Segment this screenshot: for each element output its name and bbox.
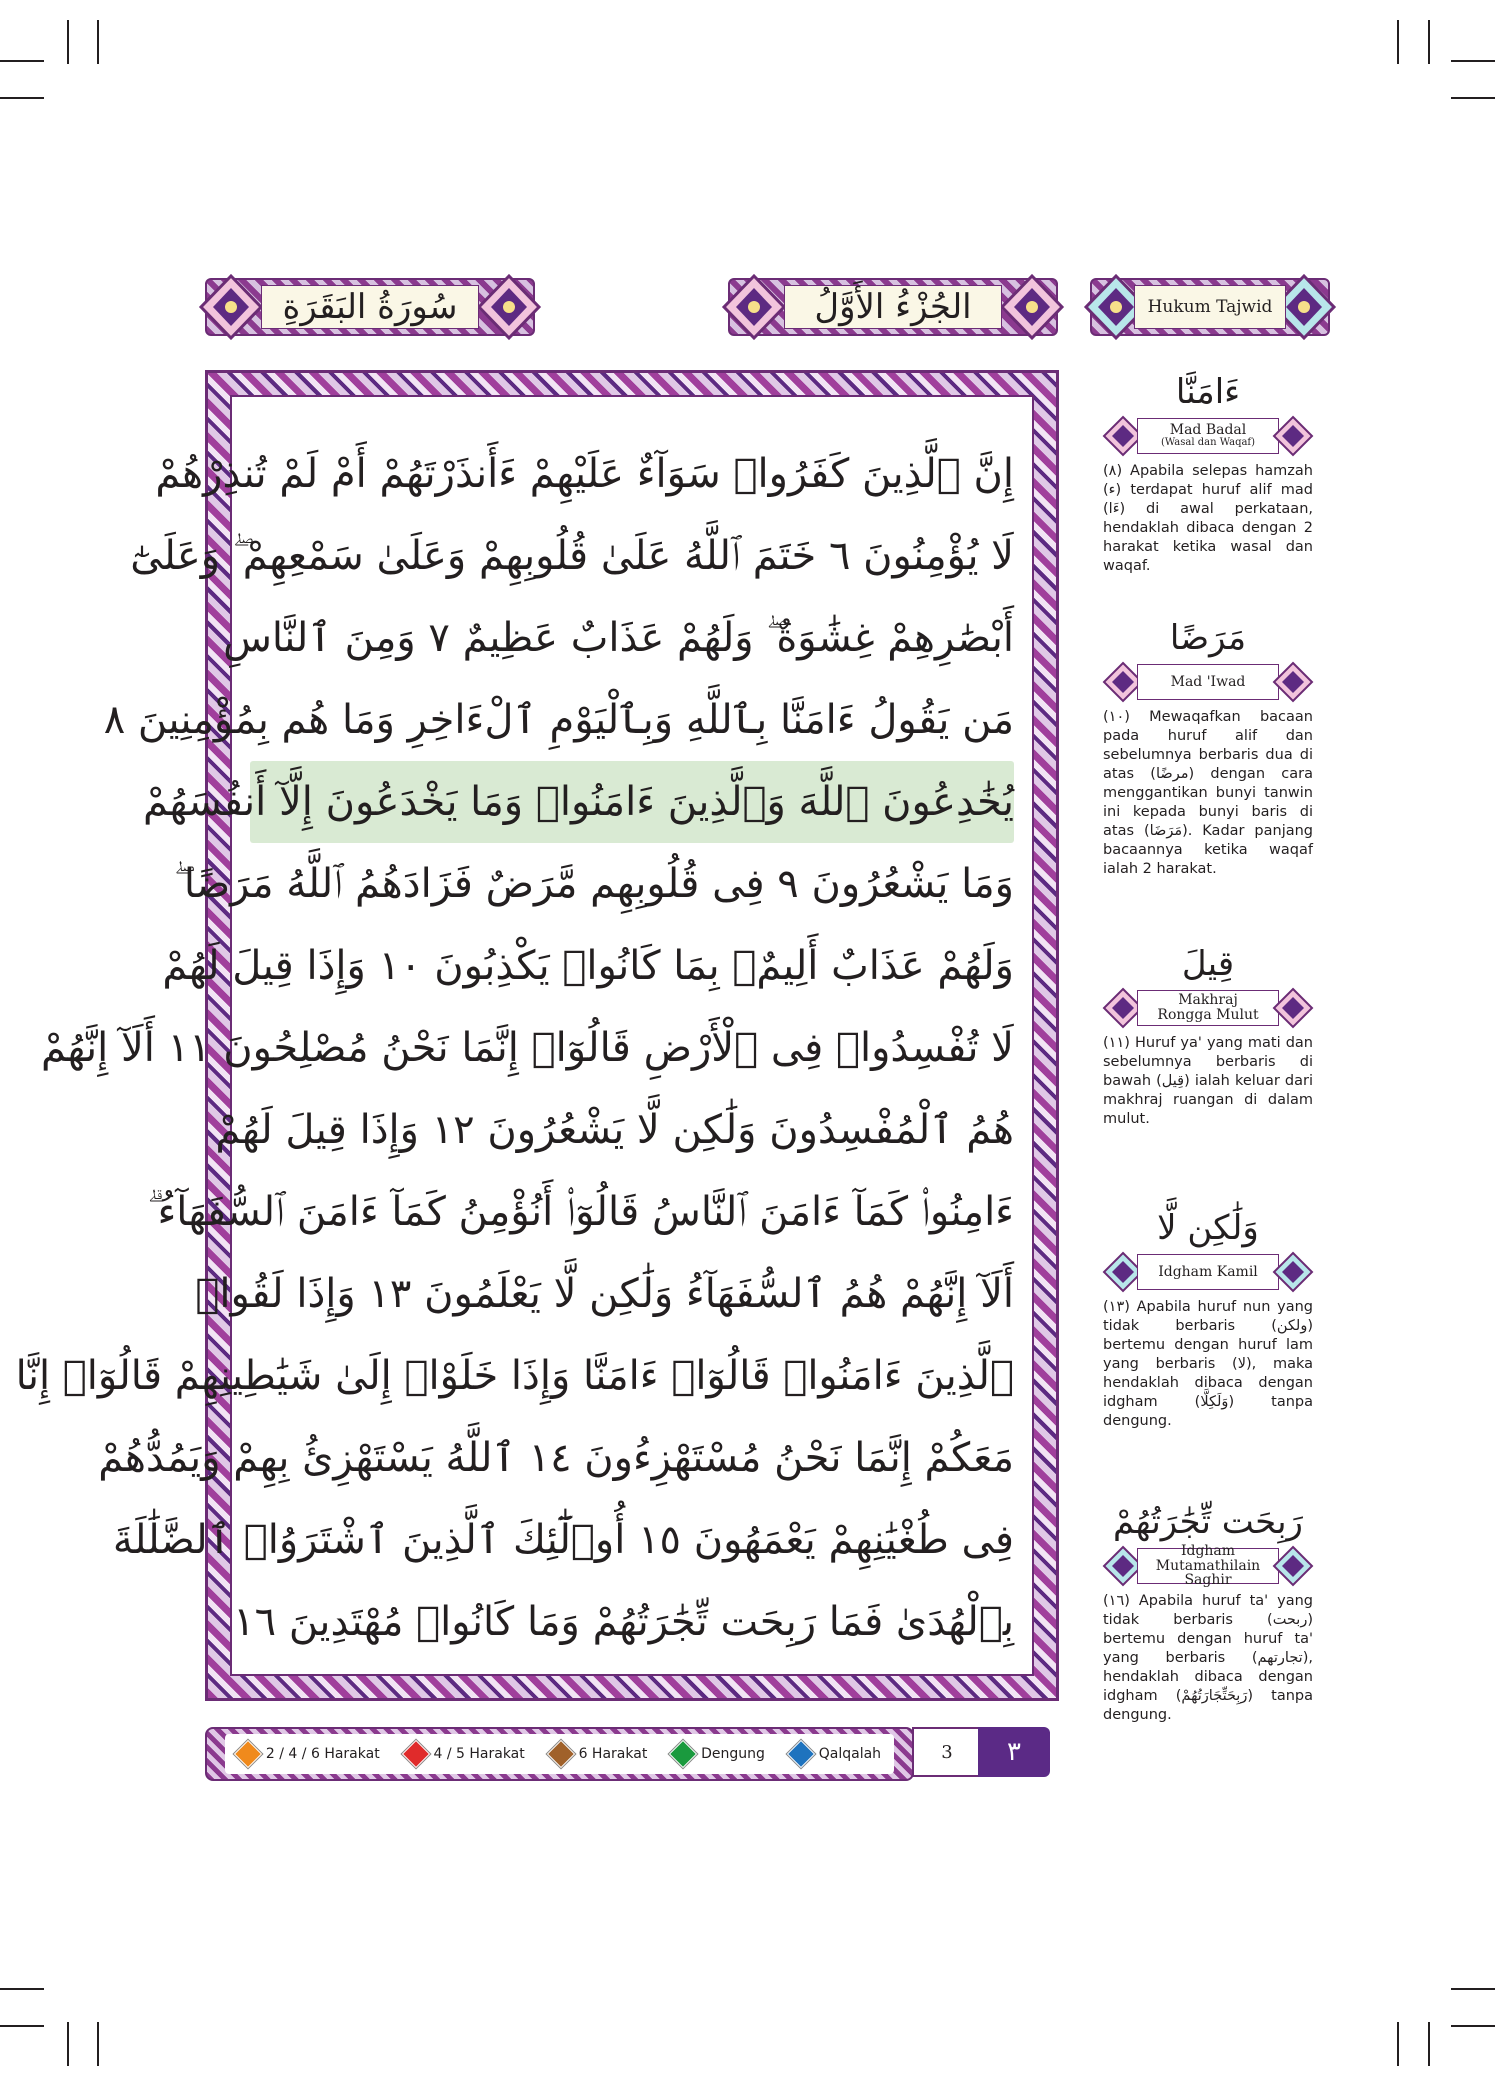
rule-example-word: قِيلَ (1181, 944, 1235, 984)
rule-description: (١١) Huruf ya' yang mati dan sebelumnya berbaris di bawah (قِيل) ialah keluar dari makhraj ruangan di dalam mulut. (1103, 1035, 1313, 1127)
tajwid-rule (1103, 616, 1313, 879)
quran-page (15, 395, 1034, 1676)
rule-description: (١٦) Apabila huruf ta' yang tidak berbaris (ربحت) bertemu dengan huruf ta' yang berbaris (تجارتهم), hendaklah dibaca dengan idgham (رَبِحَتِّجَارَتُهُمْ) tanpa dengung. (1103, 1593, 1313, 1723)
crop-mark (1428, 20, 1430, 64)
verse-line: وَلَهُمْ عَذَابٌ أَلِيمٌۢ بِمَا كَانُوا۟ يَكْذِبُونَ ١٠ وَإِذَا قِيلَ لَهُمْ (162, 943, 1014, 989)
tajwid-title: Hukum Tajwid (1134, 285, 1286, 329)
verse-line: مَن يَقُولُ ءَامَنَّا بِٱللَّهِ وَبِٱلْيَوْمِ ٱلْءَاخِرِ وَمَا هُم بِمُؤْمِنِينَ ٨ (103, 697, 1014, 743)
rule-description: (٨) Apabila selepas hamzah (ء) terdapat huruf alif mad (ءَا) di awal perkataan, hendaklah dibaca dengan 2 harakat ketika wasal dan waqaf. (1103, 463, 1313, 574)
tajwid-rule (1103, 1206, 1313, 1431)
rule-subtitle: (Wasal dan Waqaf) (1160, 437, 1256, 449)
diamond-icon (546, 1740, 574, 1768)
ornament-icon (1273, 1546, 1313, 1586)
legend-item (551, 1744, 648, 1764)
ornament-icon (1273, 988, 1313, 1028)
rule-tag-body (1137, 664, 1279, 700)
rule-example-word: ءَامَنَّا (1175, 372, 1241, 412)
page-number-arabic: ٣ (978, 1727, 1050, 1777)
ornament-icon (199, 274, 263, 340)
rule-title: Idgham Mutamathilain (1155, 1542, 1261, 1574)
rule-title: Idgham Kamil (1158, 1263, 1258, 1280)
diamond-icon (234, 1740, 262, 1768)
page-number-latin: 3 (912, 1727, 982, 1777)
tajwid-banner (1090, 278, 1330, 336)
color-legend (205, 1727, 914, 1781)
verse-line: أَلَآ إِنَّهُمْ هُمُ ٱلسُّفَهَآءُ وَلَٰكِن لَّا يَعْلَمُونَ ١٣ وَإِذَا لَقُوا۟ (195, 1271, 1014, 1317)
rule-tag-body (1137, 1254, 1279, 1290)
rule-subtitle: Saghir (1184, 1572, 1232, 1589)
crop-mark (1428, 2022, 1430, 2066)
tajwid-rule (1103, 1500, 1313, 1725)
rule-example-word: رَبِحَت تِّجَٰرَتُهُمْ (1113, 1502, 1303, 1542)
verse-line: ءَامِنُوا۟ كَمَآ ءَامَنَ ٱلنَّاسُ قَالُوٓا۟ أَنُؤْمِنُ كَمَآ ءَامَنَ ٱلسُّفَهَآءُ ۗ (147, 1189, 1014, 1235)
rule-tag (1103, 1252, 1313, 1292)
verse-line: هُمُ ٱلْمُفْسِدُونَ وَلَٰكِن لَّا يَشْعُرُونَ ١٢ وَإِذَا قِيلَ لَهُمْ (215, 1107, 1014, 1153)
crop-mark (0, 1988, 44, 1990)
crop-mark (1451, 2025, 1495, 2027)
legend-items (225, 1734, 894, 1774)
ornament-icon (722, 274, 786, 340)
rule-title: Makhraj (1178, 992, 1238, 1009)
verse-line: أَبْصَٰرِهِمْ غِشَٰوَةٌ ۖ وَلَهُمْ عَذَابٌ عَظِيمٌ ٧ وَمِنَ ٱلنَّاسِ (223, 615, 1014, 661)
rule-example-word: مَرَضًا (1169, 618, 1247, 658)
legend-label: 4 / 5 Harakat (433, 1746, 525, 1762)
diamond-icon (669, 1740, 697, 1768)
rule-tag (1103, 416, 1313, 456)
crop-mark (67, 20, 69, 64)
rule-description: (١٣) Apabila huruf nun yang tidak berbaris (ولكن) bertemu dengan huruf lam yang berbaris (لا), maka hendaklah dibaca dengan idgham (وَلَكِلَّا) tanpa dengung. (1103, 1299, 1313, 1429)
legend-label: 2 / 4 / 6 Harakat (265, 1746, 380, 1762)
quran-frame (15, 370, 1059, 1701)
diamond-icon (401, 1740, 429, 1768)
rule-tag-body (1137, 1542, 1279, 1589)
crop-mark (1397, 2022, 1399, 2066)
crop-mark (67, 2022, 69, 2066)
juz-banner (728, 278, 1058, 336)
crop-mark (1451, 60, 1495, 62)
crop-mark (1451, 1988, 1495, 1990)
crop-mark (97, 2022, 99, 2066)
juz-name: الجُزْءُ الأَوَّلُ (784, 285, 1002, 329)
ornament-icon (1273, 1252, 1313, 1292)
verse-lines (15, 433, 1014, 1663)
rule-title: Mad Badal (1169, 422, 1247, 439)
rule-tag (1103, 1542, 1313, 1589)
legend-item (406, 1744, 525, 1764)
rule-tag-body (1137, 418, 1279, 454)
legend-item (238, 1744, 380, 1764)
surah-name: سُورَةُ البَقَرَةِ (261, 285, 479, 329)
legend-item (673, 1744, 765, 1764)
crop-mark (0, 60, 44, 62)
crop-mark (97, 20, 99, 64)
ornament-icon (1000, 274, 1064, 340)
ornament-icon (477, 274, 541, 340)
surah-banner (205, 278, 535, 336)
verse-line: فِى طُغْيَٰنِهِمْ يَعْمَهُونَ ١٥ أُو۟لَٰٓئِكَ ٱلَّذِينَ ٱشْتَرَوُا۟ ٱلضَّلَٰلَةَ (112, 1517, 1014, 1563)
verse-line: ٱلَّذِينَ ءَامَنُوا۟ قَالُوٓا۟ ءَامَنَّا وَإِذَا خَلَوْا۟ إِلَىٰ شَيَٰطِينِهِمْ قَالُوٓا۟ إِنَّا (15, 1353, 1014, 1399)
ornament-icon (1273, 416, 1313, 456)
rule-subtitle: Rongga Mulut (1157, 1007, 1259, 1023)
crop-mark (1451, 97, 1495, 99)
legend-label: Dengung (701, 1746, 765, 1762)
verse-line: بِٱلْهُدَىٰ فَمَا رَبِحَت تِّجَٰرَتُهُمْ وَمَا كَانُوا۟ مُهْتَدِينَ ١٦ (233, 1599, 1014, 1645)
tajwid-rule (1103, 370, 1313, 576)
legend-item (791, 1744, 881, 1764)
rule-tag (1103, 662, 1313, 702)
diamond-icon (787, 1740, 815, 1768)
verse-line: لَا تُفْسِدُوا۟ فِى ٱلْأَرْضِ قَالُوٓا۟ إِنَّمَا نَحْنُ مُصْلِحُونَ ١١ أَلَآ إِنَّهُمْ (40, 1025, 1014, 1071)
legend-label: 6 Harakat (578, 1746, 648, 1762)
verse-line: مَعَكُمْ إِنَّمَا نَحْنُ مُسْتَهْزِءُونَ ١٤ ٱللَّهُ يَسْتَهْزِئُ بِهِمْ وَيَمُدُّهُمْ (98, 1435, 1014, 1481)
crop-mark (0, 97, 44, 99)
legend-label: Qalqalah (818, 1746, 882, 1762)
rule-tag (1103, 988, 1313, 1028)
crop-mark (0, 2025, 44, 2027)
verse-line: إِنَّ ٱلَّذِينَ كَفَرُوا۟ سَوَآءٌ عَلَيْهِمْ ءَأَنذَرْتَهُمْ أَمْ لَمْ تُنذِرْهُمْ (155, 451, 1014, 497)
rule-example-word: وَلَٰكِن لَّا (1157, 1208, 1259, 1248)
verse-line: وَمَا يَشْعُرُونَ ٩ فِى قُلُوبِهِم مَّرَضٌ فَزَادَهُمُ ٱللَّهُ مَرَضًا ۖ (173, 861, 1014, 907)
verse-line: لَا يُؤْمِنُونَ ٦ خَتَمَ ٱللَّهُ عَلَىٰ قُلُوبِهِمْ وَعَلَىٰ سَمْعِهِمْ ۖ وَعَلَىٰٓ (130, 533, 1014, 579)
rule-tag-body (1137, 990, 1279, 1026)
crop-mark (1397, 20, 1399, 64)
tajwid-rule (1103, 942, 1313, 1129)
page-number (912, 1727, 1054, 1777)
rule-description: (١٠) Mewaqafkan bacaan pada huruf alif dan sebelumnya berbaris dua di atas (مرضًا) dengan cara menggantikan bunyi tanwin ini kepada bunyi baris di atas (مَرَضَا). Kadar panjang bacaannya ketika waqaf ialah 2 harakat. (1103, 709, 1314, 877)
verse-line: يُخَٰدِعُونَ ٱللَّهَ وَٱلَّذِينَ ءَامَنُوا۟ وَمَا يَخْدَعُونَ إِلَّآ أَنفُسَهُمْ (250, 761, 1014, 843)
rule-title: Mad 'Iwad (1170, 673, 1246, 690)
ornament-icon (1273, 662, 1313, 702)
